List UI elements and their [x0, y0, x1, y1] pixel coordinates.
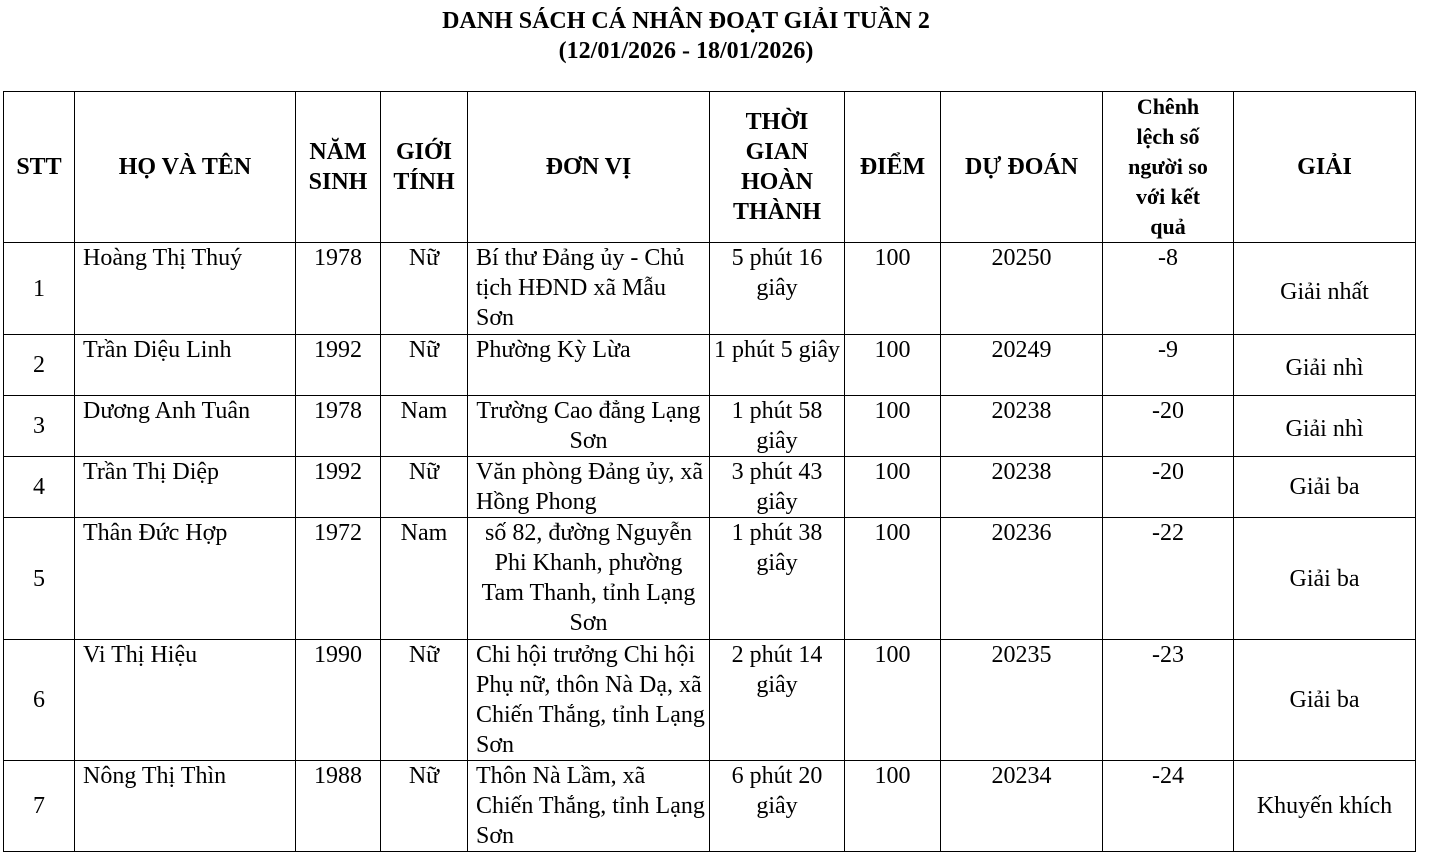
cell-difference: -24 — [1103, 761, 1234, 852]
cell-score: 100 — [845, 761, 941, 852]
table-row — [4, 761, 1416, 852]
cell-unit: Chi hội trưởng Chi hội Phụ nữ, thôn Nà Dạ, xã Chiến Thắng, tỉnh Lạng Sơn — [468, 640, 710, 761]
table-row — [4, 457, 1416, 518]
header-stt: STT — [4, 92, 75, 243]
header-score: ĐIỂM — [845, 92, 941, 243]
cell-score: 100 — [845, 335, 941, 396]
table-header-row — [4, 92, 1416, 243]
cell-stt: 6 — [4, 640, 75, 761]
cell-year: 1990 — [296, 640, 381, 761]
cell-prediction: 20250 — [941, 243, 1103, 335]
header-prize: GIẢI — [1234, 92, 1416, 243]
cell-stt: 4 — [4, 457, 75, 518]
cell-prize: Giải ba — [1234, 518, 1416, 640]
cell-prediction: 20234 — [941, 761, 1103, 852]
cell-unit: số 82, đường Nguyễn Phi Khanh, phường Tam Thanh, tỉnh Lạng Sơn — [468, 518, 710, 640]
cell-stt: 2 — [4, 335, 75, 396]
cell-unit: Trường Cao đẳng Lạng Sơn — [468, 396, 710, 457]
cell-prediction: 20235 — [941, 640, 1103, 761]
header-gender: GIỚI TÍNH — [381, 92, 468, 243]
cell-year: 1978 — [296, 243, 381, 335]
cell-stt: 7 — [4, 761, 75, 852]
cell-name: Thân Đức Hợp — [75, 518, 296, 640]
header-prediction: DỰ ĐOÁN — [941, 92, 1103, 243]
cell-unit: Văn phòng Đảng ủy, xã Hồng Phong — [468, 457, 710, 518]
cell-difference: -23 — [1103, 640, 1234, 761]
cell-score: 100 — [845, 396, 941, 457]
header-unit: ĐƠN VỊ — [468, 92, 710, 243]
cell-year: 1972 — [296, 518, 381, 640]
table-row — [4, 640, 1416, 761]
cell-difference: -8 — [1103, 243, 1234, 335]
cell-time: 1 phút 38 giây — [710, 518, 845, 640]
cell-time: 2 phút 14 giây — [710, 640, 845, 761]
cell-score: 100 — [845, 518, 941, 640]
cell-difference: -20 — [1103, 396, 1234, 457]
cell-difference: -9 — [1103, 335, 1234, 396]
cell-prediction: 20236 — [941, 518, 1103, 640]
title-line-1: DANH SÁCH CÁ NHÂN ĐOẠT GIẢI TUẦN 2 — [442, 8, 930, 34]
cell-prize: Giải ba — [1234, 640, 1416, 761]
cell-prize: Giải ba — [1234, 457, 1416, 518]
cell-gender: Nữ — [381, 457, 468, 518]
header-name: HỌ VÀ TÊN — [75, 92, 296, 243]
cell-gender: Nữ — [381, 640, 468, 761]
cell-name: Hoàng Thị Thuý — [75, 243, 296, 335]
cell-gender: Nữ — [381, 243, 468, 335]
cell-unit: Thôn Nà Lầm, xã Chiến Thắng, tỉnh Lạng Sơn — [468, 761, 710, 852]
cell-name: Dương Anh Tuân — [75, 396, 296, 457]
cell-time: 6 phút 20 giây — [710, 761, 845, 852]
cell-score: 100 — [845, 243, 941, 335]
table-row — [4, 335, 1416, 396]
cell-name: Nông Thị Thìn — [75, 761, 296, 852]
cell-stt: 5 — [4, 518, 75, 640]
header-year: NĂM SINH — [296, 92, 381, 243]
header-time: THỜI GIAN HOÀN THÀNH — [710, 92, 845, 243]
cell-prize: Khuyến khích — [1234, 761, 1416, 852]
winners-table — [3, 91, 1416, 852]
table-row — [4, 243, 1416, 335]
cell-prize: Giải nhì — [1234, 396, 1416, 457]
cell-time: 1 phút 58 giây — [710, 396, 845, 457]
cell-gender: Nữ — [381, 761, 468, 852]
table-row — [4, 518, 1416, 640]
cell-time: 1 phút 5 giây — [710, 335, 845, 396]
cell-prediction: 20238 — [941, 457, 1103, 518]
cell-name: Trần Diệu Linh — [75, 335, 296, 396]
document-title — [0, 6, 1372, 66]
title-line-2: (12/01/2026 - 18/01/2026) — [558, 38, 814, 64]
header-difference: Chênh lệch số người so với kết quả — [1103, 92, 1234, 243]
cell-year: 1992 — [296, 335, 381, 396]
cell-year: 1978 — [296, 396, 381, 457]
cell-difference: -22 — [1103, 518, 1234, 640]
cell-gender: Nam — [381, 518, 468, 640]
cell-score: 100 — [845, 640, 941, 761]
cell-year: 1992 — [296, 457, 381, 518]
cell-prize: Giải nhất — [1234, 243, 1416, 335]
cell-time: 5 phút 16 giây — [710, 243, 845, 335]
cell-difference: -20 — [1103, 457, 1234, 518]
cell-prize: Giải nhì — [1234, 335, 1416, 396]
cell-score: 100 — [845, 457, 941, 518]
cell-name: Vi Thị Hiệu — [75, 640, 296, 761]
cell-stt: 3 — [4, 396, 75, 457]
cell-unit: Phường Kỳ Lừa — [468, 335, 710, 396]
cell-year: 1988 — [296, 761, 381, 852]
cell-stt: 1 — [4, 243, 75, 335]
cell-unit: Bí thư Đảng ủy - Chủ tịch HĐND xã Mẫu Sơn — [468, 243, 710, 335]
cell-prediction: 20238 — [941, 396, 1103, 457]
cell-name: Trần Thị Diệp — [75, 457, 296, 518]
cell-gender: Nam — [381, 396, 468, 457]
cell-gender: Nữ — [381, 335, 468, 396]
table-row — [4, 396, 1416, 457]
cell-prediction: 20249 — [941, 335, 1103, 396]
cell-time: 3 phút 43 giây — [710, 457, 845, 518]
